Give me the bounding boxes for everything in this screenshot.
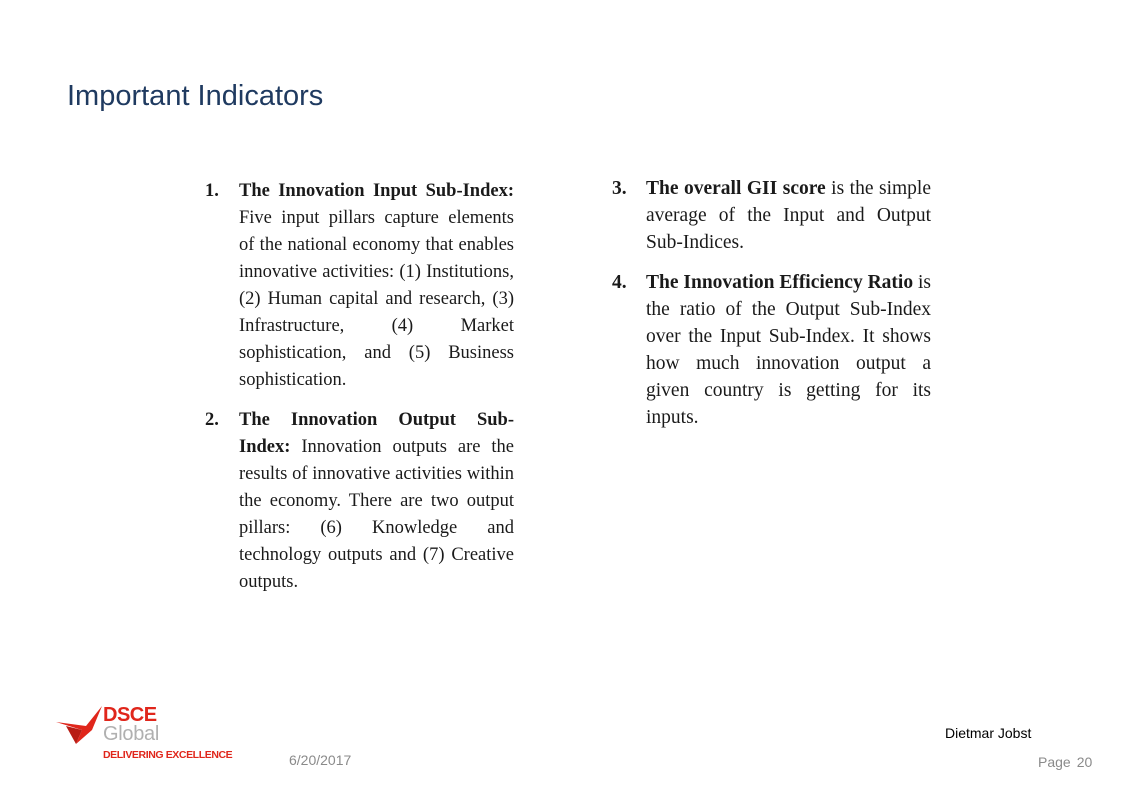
right-column xyxy=(612,175,931,444)
item-lead: The Innovation Input Sub-Index: xyxy=(239,181,514,201)
item-number: 3. xyxy=(612,178,627,199)
item-number: 2. xyxy=(205,410,219,430)
item-body xyxy=(646,269,931,431)
list-item xyxy=(612,175,931,256)
left-column xyxy=(205,178,514,609)
item-lead: The overall GII score xyxy=(646,178,826,199)
item-lead: The Innovation Efficiency Ratio xyxy=(646,272,914,293)
logo-text-dsce: DSCE xyxy=(103,704,157,726)
footer-date: 6/20/2017 xyxy=(289,752,352,768)
logo-text-global: Global xyxy=(103,723,160,745)
list-item xyxy=(205,407,514,596)
item-body xyxy=(646,175,931,256)
company-logo xyxy=(56,704,236,766)
item-number: 4. xyxy=(612,272,627,293)
list-item xyxy=(205,178,514,394)
page-number-value: 20 xyxy=(1076,754,1093,770)
logo-tagline: DELIVERING EXCELLENCE xyxy=(103,749,233,761)
item-number: 1. xyxy=(205,181,219,201)
item-body xyxy=(239,178,514,394)
list-item xyxy=(612,269,931,431)
bird-logo-icon xyxy=(56,704,104,748)
item-text: Five input pillars capture elements of the national economy that enables innovative activities: (1) Institutions, (2) Human capital and research, (3) Infrastructure, (4) Market sophistication, and (5) Business sophistication. xyxy=(239,208,514,390)
slide-title: Important Indicators xyxy=(67,80,324,112)
page-label: Page xyxy=(1038,754,1071,770)
item-lead: The Innovation Output Sub-Index: xyxy=(239,410,514,457)
item-text: is the ratio of the Output Sub-Index over the Input Sub-Index. It shows how much innovation output a given country is getting for its inputs. xyxy=(646,272,931,428)
item-body xyxy=(239,407,514,596)
page-number xyxy=(1038,754,1092,770)
item-text: Innovation outputs are the results of innovative activities within the economy. There are two output pillars: (6) Knowledge and technology outputs and (7) Creative outputs. xyxy=(239,437,514,592)
item-text: is the simple average of the Input and Output Sub-Indices. xyxy=(646,178,931,253)
footer-author: Dietmar Jobst xyxy=(945,725,1032,741)
